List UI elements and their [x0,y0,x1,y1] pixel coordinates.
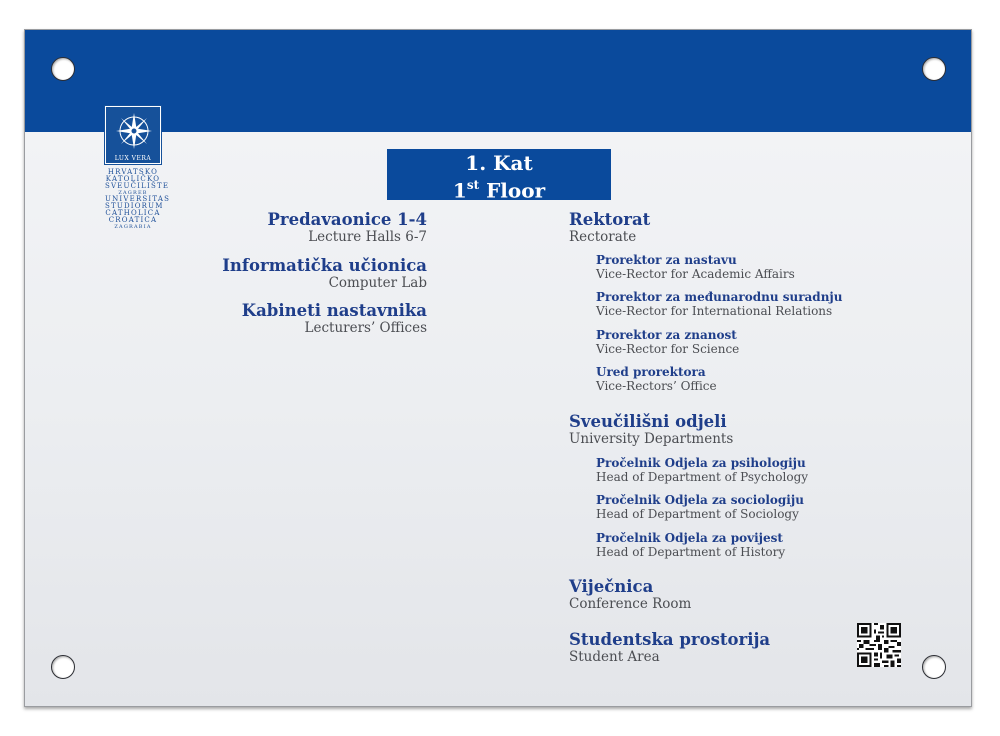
university-logo [105,106,171,230]
floor-number: 1 [452,178,467,203]
directory-entry-computer-lab [222,257,427,291]
logo-line: CROATICA [108,216,158,224]
subentry-title: Pročelnik Odjela za sociologiju [596,493,804,507]
subentry-translation: Vice-Rector for Science [596,342,740,356]
directory-subentry [596,253,795,281]
directory-subentry [596,365,717,393]
section-title: Sveučilišni odjeli [569,412,727,431]
star-emblem-icon [112,109,156,153]
subentry-translation: Vice-Rectors’ Office [596,379,717,393]
directory-subentry [596,493,804,521]
subentry-translation: Vice-Rector for Academic Affairs [596,267,795,281]
top-blue-band [25,30,971,132]
section-translation: Rectorate [569,229,637,245]
entry-title: Kabineti nastavnika [241,301,427,320]
directory-entry-lecture-halls [268,211,427,245]
section-translation: Student Area [569,649,660,665]
directory-section-student-area [569,631,770,665]
subentry-translation: Head of Department of Psychology [596,470,809,484]
logo-line: ZAGREB [118,190,148,196]
subentry-translation: Head of Department of Sociology [596,507,799,521]
subentry-title: Prorektor za znanost [596,328,737,342]
directory-section-conference-room [569,578,691,612]
directory-entry-lecturers-offices [242,302,427,336]
mounting-hole-bottom-left [51,655,75,679]
entry-title: Predavaonice 1-4 [267,210,427,229]
logo-line: HRVATSKO [107,168,159,176]
subentry-title: Prorektor za nastavu [596,253,737,267]
logo-line: ZAGRABIA [114,224,152,230]
directory-subentry [596,456,808,484]
subentry-title: Ured prorektora [596,365,706,379]
subentry-translation: Vice-Rector for International Relations [596,304,833,318]
floor-title-croatian: 1. Kat [465,151,533,175]
floor-title-box [387,149,611,203]
section-translation: Conference Room [569,596,692,612]
mounting-hole-top-right [922,57,946,81]
subentry-title: Pročelnik Odjela za psihologiju [596,456,806,470]
floor-directory-sign [24,29,972,707]
logo-emblem [105,106,161,164]
directory-subentry [596,328,739,356]
mounting-hole-bottom-right [922,655,946,679]
subentry-title: Pročelnik Odjela za povijest [596,531,783,545]
section-title: Studentska prostorija [569,630,771,649]
logo-line: SVEUČILIŠTE [105,182,170,190]
logo-text [105,168,171,230]
mounting-hole-top-left [51,57,75,81]
directory-subentry [596,531,785,559]
floor-word: Floor [486,178,546,203]
entry-translation: Computer Lab [328,275,427,291]
logo-line: CATHOLICA [105,209,161,217]
directory-subentry [596,290,843,318]
subentry-translation: Head of Department of History [596,545,786,559]
section-translation: University Departments [569,431,734,447]
qr-code-icon [857,623,901,671]
entry-title: Informatička učionica [222,256,427,275]
section-title: Viječnica [569,577,654,596]
entry-translation: Lecture Halls 6-7 [308,229,427,245]
entry-translation: Lecturers’ Offices [304,320,427,336]
floor-title-english [387,175,611,202]
floor-ordinal-suffix: st [466,178,480,192]
directory-section-departments [569,413,733,447]
subentry-title: Prorektor za međunarodnu suradnju [596,290,843,304]
logo-line: KATOLIČKO [105,175,161,183]
directory-section-rectorate [569,211,650,245]
logo-motto: LUX VERA [114,155,152,162]
section-title: Rektorat [569,210,651,229]
logo-line: UNIVERSITAS [105,195,171,203]
logo-line: STUDIORUM [105,202,164,210]
